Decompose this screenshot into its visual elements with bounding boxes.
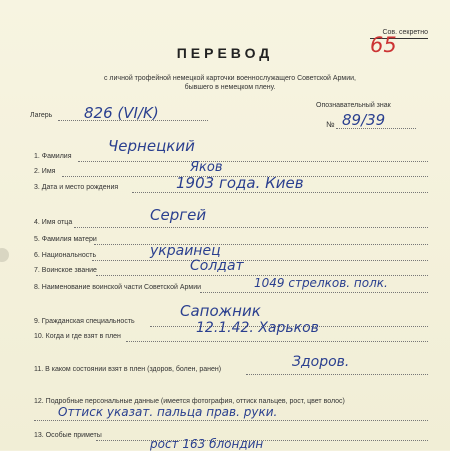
secret-label: Сов. секретно: [382, 29, 428, 36]
camp-label: Лагерь: [30, 112, 53, 119]
field-1-line: [78, 161, 428, 162]
field-9-label: 9. Гражданская специальность: [34, 318, 135, 325]
page-title: ПЕРЕВОД: [176, 45, 274, 61]
camp-value: 826 (VI/K): [84, 104, 159, 122]
field-12-line: [34, 420, 428, 421]
field-8-label: 8. Наименование воинской части Советской Армии: [34, 284, 202, 291]
field-12-value: Оттиск указат. пальца прав. руки.: [58, 405, 278, 419]
tag-prefix: №: [326, 120, 335, 129]
field-6-label: 6. Национальность: [34, 252, 97, 259]
field-6-value: украинец: [150, 243, 221, 259]
field-2-value: Яков: [190, 160, 223, 175]
field-8-line: [200, 292, 428, 293]
field-6-line: [92, 260, 428, 261]
field-3-line: [132, 192, 428, 193]
field-3-value: 1903 года. Киев: [176, 174, 304, 192]
field-11-line: [246, 374, 428, 375]
field-10-value: 12.1.42. Харьков: [196, 320, 319, 336]
field-11-label: 11. В каком состоянии взят в плен (здоров, болен, ранен): [34, 366, 222, 373]
subtitle-line-2: бывшего в немецком плену.: [184, 84, 276, 91]
field-11-value: Здоров.: [292, 354, 350, 370]
field-5-label: 5. Фамилия матери: [34, 236, 97, 243]
punch-hole: [0, 248, 9, 262]
tag-label: Опознавательный знак: [316, 102, 391, 109]
field-13-label: 13. Особые приметы: [34, 432, 102, 439]
field-13-value: рост 163 блондин: [150, 437, 264, 451]
tag-value: 89/39: [342, 111, 386, 129]
field-1-label: 1. Фамилия: [34, 153, 72, 160]
field-9-value: Сапожник: [180, 302, 261, 320]
field-7-label: 7. Воинское звание: [34, 267, 97, 274]
field-10-line: [126, 341, 428, 342]
field-4-line: [74, 227, 428, 228]
subtitle-line-1: с личной трофейной немецкой карточки военнослужащего Советской Армии,: [103, 75, 357, 82]
field-12-label: 12. Подробные персональные данные (имеется фотография, оттиск пальцев, рост, цвет волос): [34, 398, 345, 405]
field-3-label: 3. Дата и место рождения: [34, 184, 119, 191]
field-2-label: 2. Имя: [34, 168, 56, 175]
field-5-line: [94, 244, 428, 245]
field-8-value: 1049 стрелков. полк.: [254, 276, 388, 290]
field-7-value: Солдат: [190, 258, 244, 274]
secret-number: 65: [370, 33, 397, 57]
field-4-value: Сергей: [150, 206, 207, 224]
field-4-label: 4. Имя отца: [34, 219, 73, 226]
field-1-value: Чернецкий: [108, 137, 195, 155]
field-10-label: 10. Когда и где взят в плен: [34, 333, 121, 340]
